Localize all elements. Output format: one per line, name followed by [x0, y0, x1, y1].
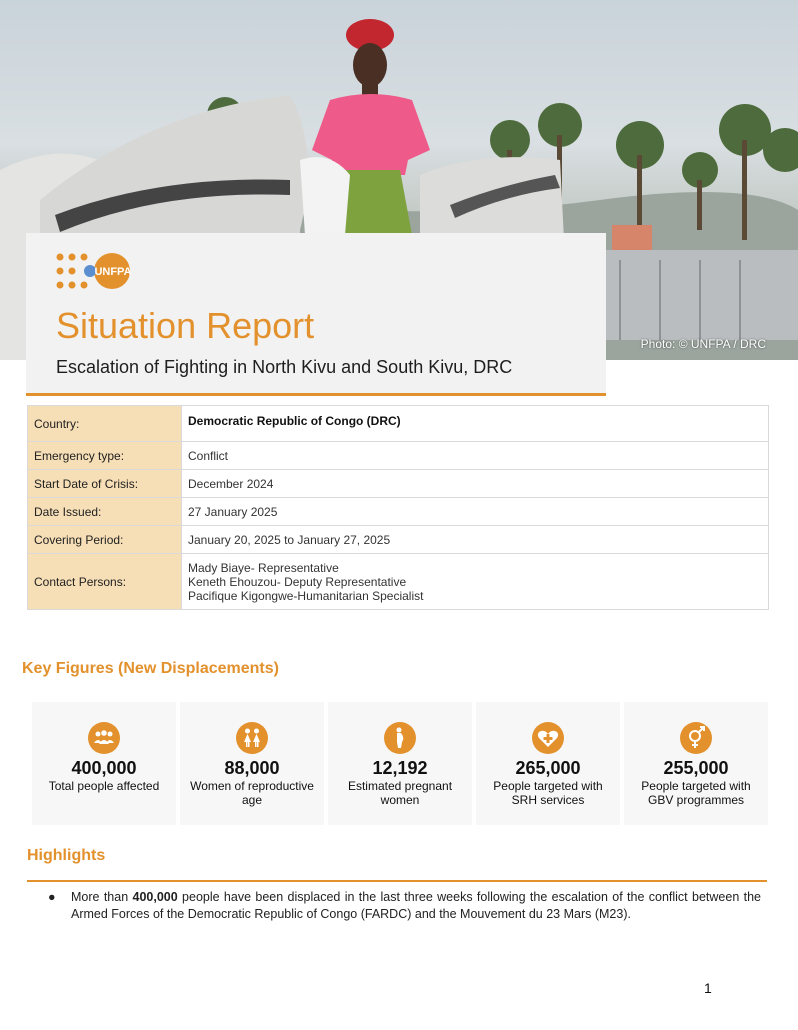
country-label: Country: — [28, 406, 182, 442]
women-icon — [236, 722, 268, 754]
figure-label: Estimated pregnant women — [347, 779, 453, 807]
contact-person: Mady Biaye- Representative — [188, 560, 339, 575]
highlights-divider — [27, 880, 767, 882]
info-row-start-date — [28, 470, 769, 498]
figure-value: 255,000 — [663, 758, 729, 778]
info-row-country — [28, 406, 769, 442]
info-row-contacts — [28, 554, 769, 610]
figure-value: 12,192 — [372, 758, 428, 778]
info-row-issued — [28, 498, 769, 526]
start-date-value: December 2024 — [182, 470, 769, 498]
highlight-prefix: More than — [71, 890, 133, 904]
figure-card-women — [180, 702, 324, 825]
figure-value: 265,000 — [515, 758, 581, 778]
figure-value: 88,000 — [224, 758, 280, 778]
photo-credit: Photo: © UNFPA / DRC — [640, 337, 766, 351]
contacts-value — [182, 554, 769, 610]
contact-person: Pacifique Kigongwe-Humanitarian Specialist — [188, 588, 424, 603]
page-title: Situation Report — [56, 305, 315, 346]
figure-value: 400,000 — [71, 758, 137, 778]
highlight-text — [71, 889, 761, 923]
title-card — [26, 233, 606, 396]
bullet-icon: ● — [48, 890, 56, 904]
highlight-bold: 400,000 — [132, 890, 178, 904]
figure-label: People targeted with SRH services — [493, 779, 603, 807]
page-number: 1 — [704, 980, 712, 996]
info-row-period — [28, 526, 769, 554]
figure-card-gbv — [624, 702, 768, 825]
heart-plus-icon — [532, 722, 564, 754]
figure-card-srh — [476, 702, 620, 825]
gender-icon — [680, 722, 712, 754]
emergency-label: Emergency type: — [28, 442, 182, 470]
issued-label: Date Issued: — [28, 498, 182, 526]
page-subtitle: Escalation of Fighting in North Kivu and South Kivu, DRC — [56, 357, 513, 377]
figure-label: Women of reproductive age — [190, 779, 314, 807]
start-date-label: Start Date of Crisis: — [28, 470, 182, 498]
unfpa-logo — [56, 253, 132, 289]
info-row-emergency — [28, 442, 769, 470]
info-table — [27, 405, 769, 610]
figure-label: People targeted with GBV programmes — [641, 779, 751, 807]
pregnant-woman-icon — [384, 722, 416, 754]
figure-card-total-affected — [32, 702, 176, 825]
figure-label: Total people affected — [48, 779, 160, 793]
key-figures-title: Key Figures (New Displacements) — [22, 660, 279, 677]
highlight-rest: people have been displaced in the last three weeks following the escalation of the conflict between the Armed Forces of the Democratic Republic of Congo (FARDC) and the Mouvement du 23 Mars (M23). — [71, 890, 761, 921]
country-value: Democratic Republic of Congo (DRC) — [182, 406, 769, 442]
contact-person: Keneth Ehouzou- Deputy Representative — [188, 574, 407, 589]
logo-text: UNFPA — [94, 266, 132, 278]
period-value: January 20, 2025 to January 27, 2025 — [182, 526, 769, 554]
highlights-title: Highlights — [27, 847, 106, 864]
emergency-value: Conflict — [182, 442, 769, 470]
people-group-icon — [88, 722, 120, 754]
contacts-label: Contact Persons: — [28, 554, 182, 610]
figure-card-pregnant — [328, 702, 472, 825]
period-label: Covering Period: — [28, 526, 182, 554]
issued-value: 27 January 2025 — [182, 498, 769, 526]
key-figures — [32, 702, 770, 825]
